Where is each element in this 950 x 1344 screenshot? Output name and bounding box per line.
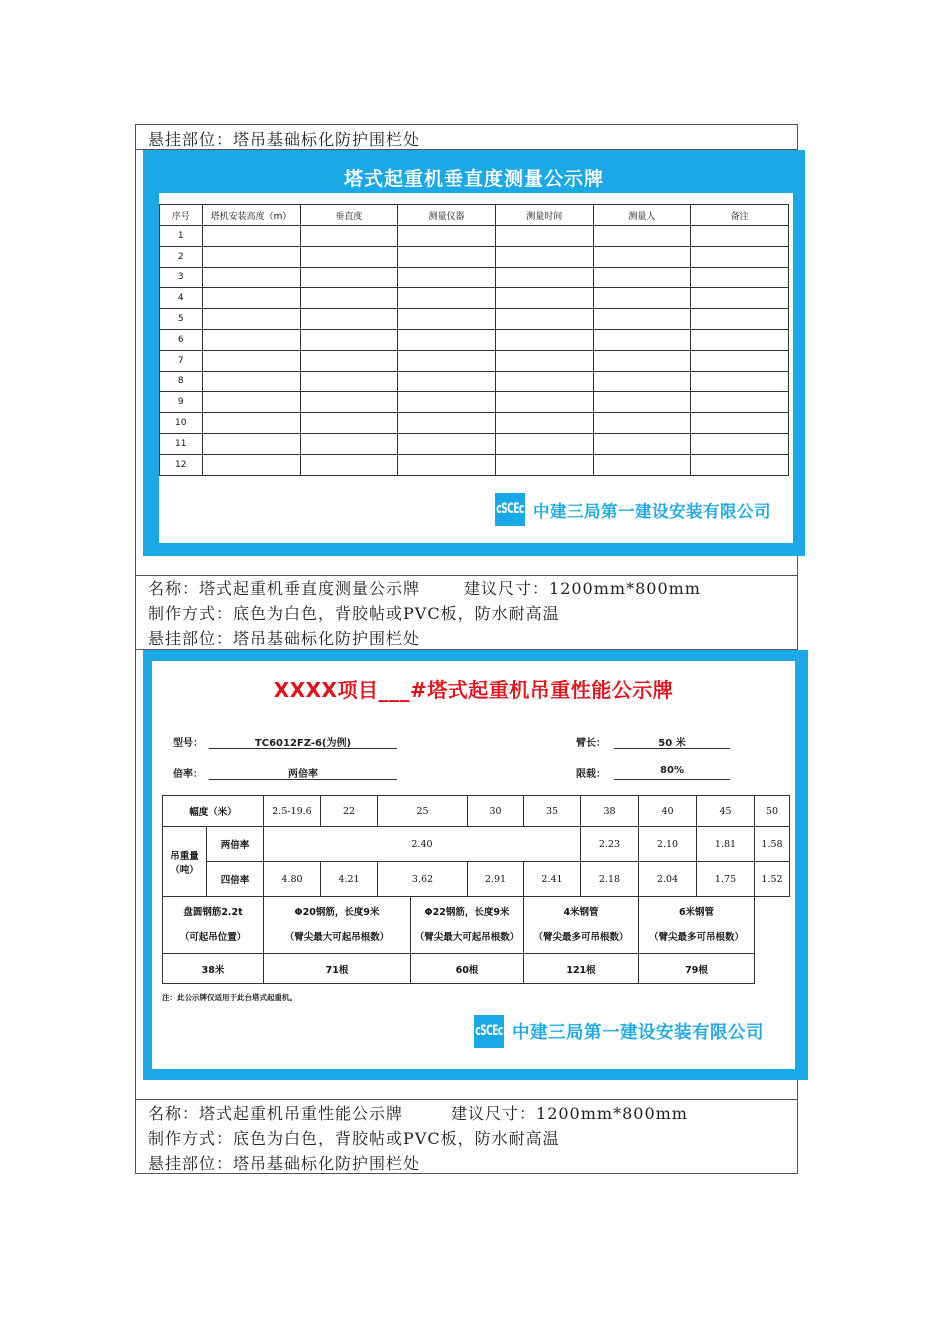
empty-cell xyxy=(202,454,300,475)
empty-cell xyxy=(593,350,691,371)
empty-cell xyxy=(398,433,496,454)
table-row xyxy=(160,433,789,454)
caption-name: 名称：塔式起重机吊重性能公示牌 建议尺寸：1200mm*800mm xyxy=(148,1104,688,1123)
empty-cell xyxy=(691,350,789,371)
amplitude-cell: 38 xyxy=(581,796,639,827)
amplitude-cell: 40 xyxy=(639,796,697,827)
table-row xyxy=(160,454,789,475)
empty-cell xyxy=(300,226,398,247)
material-row xyxy=(163,897,790,954)
empty-cell xyxy=(202,371,300,392)
applicability-note: 注：此公示牌仅适用于此台塔式起重机。 xyxy=(162,993,297,1002)
empty-cell xyxy=(202,329,300,350)
hang-location-text: 悬挂部位：塔吊基础标化防护围栏处 xyxy=(148,130,421,149)
material-cell: 4米钢管 （臂尖最多可吊根数） xyxy=(524,897,639,954)
empty-cell xyxy=(593,454,691,475)
table-row xyxy=(160,267,789,288)
empty-cell xyxy=(398,371,496,392)
four-rate-value: 1.52 xyxy=(755,862,790,897)
col-header: 测量时间 xyxy=(495,205,593,226)
table-row xyxy=(160,392,789,413)
board-panel xyxy=(159,193,793,543)
empty-cell xyxy=(593,267,691,288)
amplitude-cell: 50 xyxy=(755,796,790,827)
empty-cell xyxy=(495,350,593,371)
empty-cell xyxy=(202,226,300,247)
row-number: 12 xyxy=(160,454,203,475)
material-value: 60根 xyxy=(411,954,524,984)
empty-cell xyxy=(398,329,496,350)
empty-cell xyxy=(495,288,593,309)
amplitude-cell: 45 xyxy=(697,796,755,827)
amplitude-cell: 2.5-19.6 xyxy=(264,796,321,827)
material-cell: 6米钢管 （臂尖最多可吊根数） xyxy=(639,897,755,954)
model-field: 型号： TC6012FZ-6(为例) xyxy=(173,734,203,749)
amplitude-row xyxy=(163,796,790,827)
model-value: TC6012FZ-6(为例) xyxy=(209,734,397,749)
two-rate-value: 1.81 xyxy=(697,827,755,862)
amplitude-cell: 25 xyxy=(378,796,468,827)
empty-cell xyxy=(495,371,593,392)
caption-hang: 悬挂部位：塔吊基础标化防护围栏处 xyxy=(148,1154,421,1173)
empty-cell xyxy=(495,309,593,330)
empty-cell xyxy=(398,392,496,413)
company-name: 中建三局第一建设安装有限公司 xyxy=(533,501,771,521)
empty-cell xyxy=(691,371,789,392)
empty-cell xyxy=(691,246,789,267)
empty-cell xyxy=(300,371,398,392)
empty-cell xyxy=(300,246,398,267)
material-value: 38米 xyxy=(163,954,264,984)
col-header: 序号 xyxy=(160,205,203,226)
caption-name: 名称：塔式起重机垂直度测量公示牌 建议尺寸：1200mm*800mm xyxy=(148,579,701,598)
empty-cell xyxy=(202,288,300,309)
col-header: 垂直度 xyxy=(300,205,398,226)
table-header-row xyxy=(160,205,789,226)
empty-cell xyxy=(398,246,496,267)
empty-cell xyxy=(691,226,789,247)
row-number: 6 xyxy=(160,329,203,350)
empty-cell xyxy=(300,454,398,475)
empty-cell xyxy=(691,309,789,330)
empty-cell xyxy=(593,329,691,350)
rate-field: 倍率： 两倍率 xyxy=(173,765,203,780)
empty-cell xyxy=(495,454,593,475)
empty-cell xyxy=(202,433,300,454)
arm-length-field: 臂长： 50 米 xyxy=(576,734,606,749)
empty-cell xyxy=(691,267,789,288)
two-rate-value: 1.58 xyxy=(755,827,790,862)
col-header: 塔机安装高度（m） xyxy=(202,205,300,226)
four-rate-value: 3.62 xyxy=(378,862,468,897)
empty-cell xyxy=(398,267,496,288)
empty-cell xyxy=(495,267,593,288)
empty-cell xyxy=(691,454,789,475)
empty-cell xyxy=(593,433,691,454)
empty-cell xyxy=(495,246,593,267)
load-table xyxy=(162,795,790,984)
two-rate-label: 两倍率 xyxy=(207,827,264,862)
empty-cell xyxy=(300,309,398,330)
caption-method: 制作方式：底色为白色，背胶帖或PVC板，防水耐高温 xyxy=(148,1129,560,1148)
four-rate-label: 四倍率 xyxy=(207,862,264,897)
empty-cell xyxy=(398,226,496,247)
rate-value: 两倍率 xyxy=(209,765,397,780)
row-number: 10 xyxy=(160,413,203,434)
empty-cell xyxy=(398,454,496,475)
caption-hang: 悬挂部位：塔吊基础标化防护围栏处 xyxy=(148,629,421,648)
empty-cell xyxy=(300,433,398,454)
material-value: 121根 xyxy=(524,954,639,984)
row-number: 2 xyxy=(160,246,203,267)
four-rate-value: 4.21 xyxy=(321,862,378,897)
empty-cell xyxy=(593,392,691,413)
amplitude-cell: 30 xyxy=(468,796,524,827)
empty-cell xyxy=(398,309,496,330)
empty-cell xyxy=(495,226,593,247)
table-row xyxy=(160,309,789,330)
company-logo xyxy=(474,1015,764,1048)
board-title: XXXX项目___#塔式起重机吊重性能公示牌 xyxy=(273,678,674,702)
empty-cell xyxy=(691,392,789,413)
empty-cell xyxy=(593,413,691,434)
empty-cell xyxy=(202,350,300,371)
cscec-logo-icon: cSCEc xyxy=(495,493,525,526)
row-number: 8 xyxy=(160,371,203,392)
load-limit-field: 限载： 80% xyxy=(576,765,606,780)
table-row xyxy=(160,226,789,247)
row-number: 11 xyxy=(160,433,203,454)
four-rate-value: 2.18 xyxy=(581,862,639,897)
empty-cell xyxy=(495,433,593,454)
table-row xyxy=(160,288,789,309)
row-number: 9 xyxy=(160,392,203,413)
four-rate-value: 4.80 xyxy=(264,862,321,897)
four-rate-value: 2.41 xyxy=(524,862,581,897)
empty-cell xyxy=(495,392,593,413)
load-performance-board xyxy=(143,650,808,1080)
empty-cell xyxy=(398,413,496,434)
empty-cell xyxy=(300,392,398,413)
row-number: 3 xyxy=(160,267,203,288)
empty-cell xyxy=(202,267,300,288)
empty-cell xyxy=(202,413,300,434)
material-cell: 盘圆钢筋2.2t （可起吊位置） xyxy=(163,897,264,954)
empty-cell xyxy=(300,413,398,434)
company-logo xyxy=(495,493,771,526)
col-header: 测量人 xyxy=(593,205,691,226)
board-title: 塔式起重机垂直度测量公示牌 xyxy=(343,168,604,190)
row-number: 7 xyxy=(160,350,203,371)
row-number: 5 xyxy=(160,309,203,330)
empty-cell xyxy=(593,246,691,267)
divider xyxy=(136,1099,797,1100)
table-row xyxy=(160,329,789,350)
empty-cell xyxy=(593,226,691,247)
empty-cell xyxy=(300,350,398,371)
amplitude-cell: 35 xyxy=(524,796,581,827)
verticality-board xyxy=(143,150,805,556)
empty-cell xyxy=(691,433,789,454)
cscec-logo-icon: cSCEc xyxy=(474,1015,504,1048)
empty-cell xyxy=(495,329,593,350)
empty-cell xyxy=(202,392,300,413)
empty-cell xyxy=(691,288,789,309)
empty-cell xyxy=(691,329,789,350)
two-rate-merged-value: 2.40 xyxy=(264,827,581,862)
col-header: 测量仪器 xyxy=(398,205,496,226)
material-value-row xyxy=(163,954,790,984)
four-rate-value: 2.91 xyxy=(468,862,524,897)
table-row xyxy=(160,413,789,434)
four-rate-value: 1.75 xyxy=(697,862,755,897)
empty-cell xyxy=(398,288,496,309)
table-row xyxy=(160,246,789,267)
four-rate-value: 2.04 xyxy=(639,862,697,897)
two-rate-value: 2.10 xyxy=(639,827,697,862)
col-header: 备注 xyxy=(691,205,789,226)
material-cell: Φ20钢筋，长度9米 （臂尖最大可起吊根数） xyxy=(264,897,411,954)
empty-cell xyxy=(202,309,300,330)
empty-cell xyxy=(691,413,789,434)
empty-cell xyxy=(300,329,398,350)
empty-cell xyxy=(300,267,398,288)
two-rate-row xyxy=(163,827,790,862)
company-name: 中建三局第一建设安装有限公司 xyxy=(512,1023,764,1043)
table-row xyxy=(160,371,789,392)
load-limit-value: 80% xyxy=(614,765,730,780)
empty-cell xyxy=(593,309,691,330)
material-cell: Φ22钢筋，长度9米 （臂尖最大可起吊根数） xyxy=(411,897,524,954)
amplitude-label: 幅度（米） xyxy=(163,796,264,827)
measurement-table xyxy=(159,204,789,476)
two-rate-value: 2.23 xyxy=(581,827,639,862)
row-number: 1 xyxy=(160,226,203,247)
row-number: 4 xyxy=(160,288,203,309)
empty-cell xyxy=(593,288,691,309)
table-row xyxy=(160,350,789,371)
four-rate-row xyxy=(163,862,790,897)
empty-cell xyxy=(300,288,398,309)
caption-method: 制作方式：底色为白色，背胶帖或PVC板，防水耐高温 xyxy=(148,604,560,623)
material-value: 79根 xyxy=(639,954,755,984)
empty-cell xyxy=(202,246,300,267)
material-value: 71根 xyxy=(264,954,411,984)
empty-cell xyxy=(398,350,496,371)
weight-label: 吊重量 （吨） xyxy=(163,827,207,897)
board-panel xyxy=(152,661,795,1069)
empty-cell xyxy=(593,371,691,392)
arm-length-value: 50 米 xyxy=(614,734,730,749)
empty-cell xyxy=(495,413,593,434)
amplitude-cell: 22 xyxy=(321,796,378,827)
